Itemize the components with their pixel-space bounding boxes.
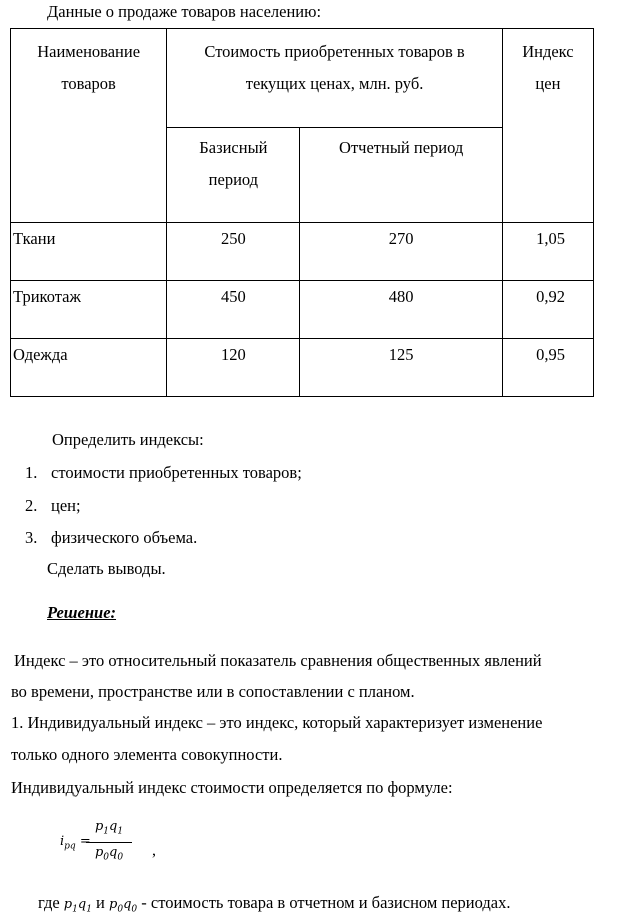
- task-item-text: цен;: [51, 496, 81, 515]
- header-base-line1: Базисный: [199, 137, 268, 157]
- task-item: [25, 496, 81, 516]
- header-base-line2: период: [208, 169, 259, 189]
- sales-table: [10, 28, 594, 397]
- table-row: [11, 339, 594, 397]
- cell-report-value: 125: [300, 339, 502, 397]
- formula-numerator: $p_1q_1$: [94, 819, 124, 837]
- header-goods-name-line2: товаров: [61, 74, 116, 93]
- formula-lhs: $i_{pq}$ =: [60, 834, 91, 852]
- table-row: [11, 281, 594, 339]
- formula-fraction: [86, 818, 132, 866]
- intro-text: Данные о продаже товаров населению:: [47, 2, 322, 21]
- table-row: [11, 223, 594, 281]
- paragraph-cost-index-formula-intro: Индивидуальный индекс стоимости определяется по формуле:: [11, 778, 453, 797]
- task-item: [25, 528, 197, 548]
- formula-denominator: $p_0q_0$: [94, 844, 124, 863]
- cell-report-value: 480: [300, 281, 502, 339]
- task-item-number: 2.: [25, 496, 38, 515]
- where-suffix: - стоимость товара в отчетном и базисном периодах.: [141, 893, 511, 912]
- cell-price-index: 1,05: [502, 223, 593, 281]
- solution-heading: Решение:: [47, 603, 117, 622]
- header-base-period: [167, 127, 300, 222]
- task-item: [25, 463, 302, 483]
- header-price-index: [502, 29, 593, 223]
- cell-report-value: 270: [300, 223, 502, 281]
- task-item-number: 3.: [25, 528, 38, 547]
- formula-comma: ,: [152, 842, 156, 859]
- paragraph-index-definition-line2: во времени, пространстве или в сопоставлении с планом.: [11, 682, 415, 701]
- cell-goods-name: Одежда: [11, 339, 167, 397]
- paragraph-individual-index-line1: 1. Индивидуальный индекс – это индекс, который характеризует изменение: [11, 713, 543, 732]
- cell-base-value: 120: [167, 339, 300, 397]
- task-item-text: физического объема.: [51, 528, 198, 547]
- paragraph-where: [38, 893, 511, 915]
- task-item-text: стоимости приобретенных товаров;: [51, 463, 302, 482]
- header-index-line1: Индекс: [522, 42, 574, 61]
- cell-base-value: 250: [167, 223, 300, 281]
- cell-base-value: 450: [167, 281, 300, 339]
- formula-p0q0: $p_0q_0$: [109, 897, 138, 915]
- task-title: Определить индексы:: [52, 430, 204, 449]
- formula-fraction-bar: [86, 842, 132, 843]
- task-item-number: 1.: [25, 463, 38, 482]
- header-goods-name-line1: Наименование: [37, 42, 141, 61]
- header-goods-name: [11, 29, 167, 223]
- cell-price-index: 0,95: [502, 339, 593, 397]
- header-cost: [167, 29, 503, 128]
- paragraph-index-definition-line1: Индекс – это относительный показатель сравнения общественных явлений: [14, 651, 542, 670]
- paragraph-individual-index-line2: только одного элемента совокупности.: [11, 745, 283, 764]
- header-report-period: Отчетный период: [300, 127, 502, 222]
- header-cost-line2: текущих ценах, млн. руб.: [245, 74, 424, 93]
- cell-goods-name: Ткани: [11, 223, 167, 281]
- task-conclusion: Сделать выводы.: [47, 559, 166, 578]
- cell-goods-name: Трикотаж: [11, 281, 167, 339]
- cell-price-index: 0,92: [502, 281, 593, 339]
- header-cost-line1: Стоимость приобретенных товаров в: [204, 42, 465, 61]
- formula-p1q1: $p_1q_1$: [63, 897, 92, 915]
- where-and: и: [96, 893, 105, 912]
- where-prefix: где: [38, 893, 60, 912]
- header-index-line2: цен: [535, 74, 561, 93]
